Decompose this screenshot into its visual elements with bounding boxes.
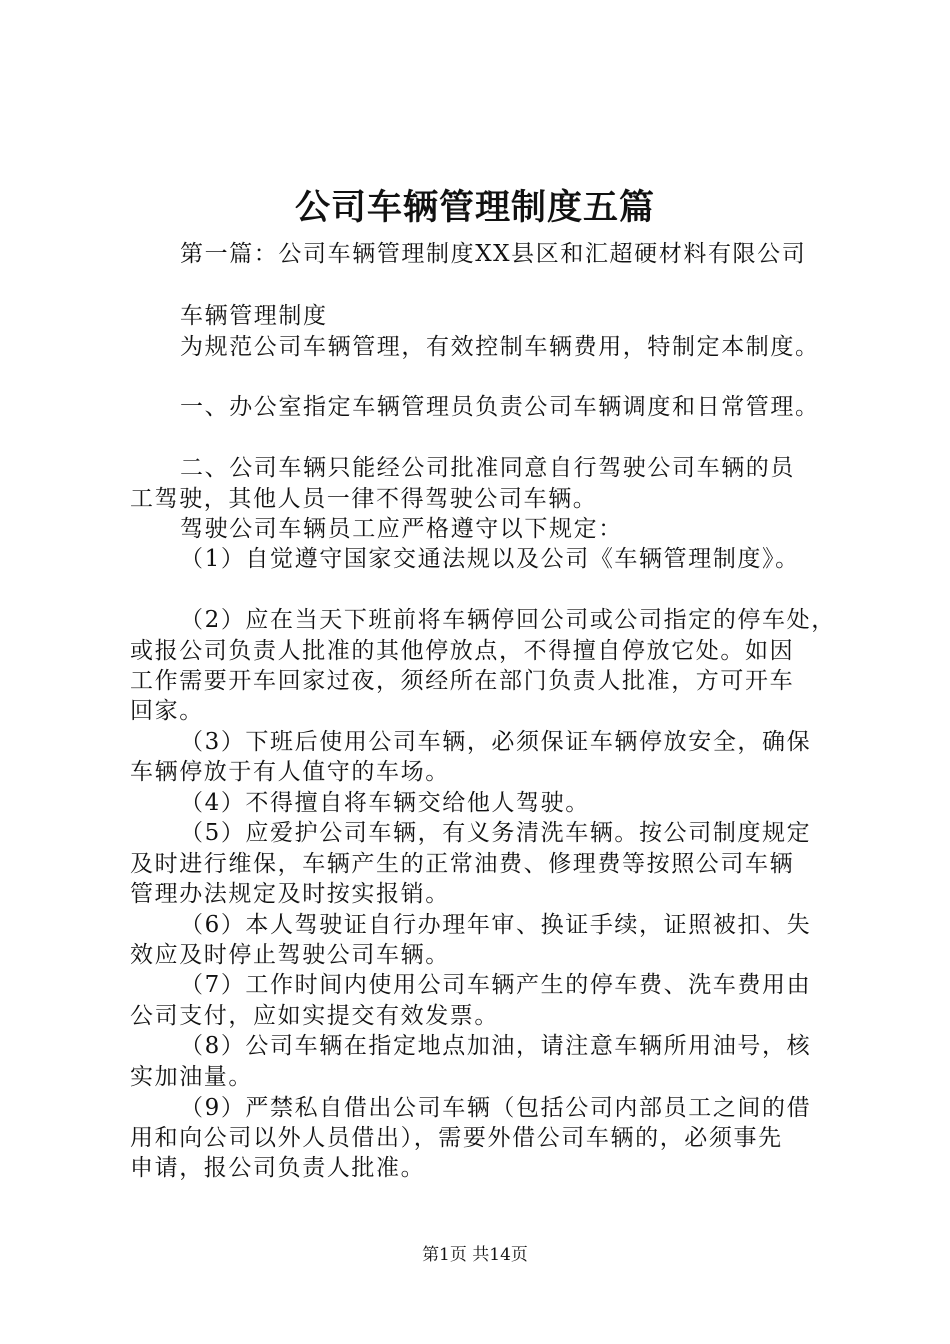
paragraph-line: 驾驶公司车辆员工应严格遵守以下规定： [180,516,623,542]
paragraph-line: 二、公司车辆只能经公司批准同意自行驾驶公司车辆的员 [180,455,795,481]
list-item-continuation: 或报公司负责人批准的其他停放点，不得擅自停放它处。如因 [130,638,795,664]
list-item-continuation: 及时进行维保，车辆产生的正常油费、修理费等按照公司车辆 [130,851,795,877]
paragraph-line: 工驾驶，其他人员一律不得驾驶公司车辆。 [130,486,598,512]
list-item-continuation: 用和向公司以外人员借出），需要外借公司车辆的，必须事先 [130,1125,783,1151]
section-heading: 第一篇：公司车辆管理制度XX县区和汇超硬材料有限公司 [180,241,807,267]
list-item: （3）下班后使用公司车辆，必须保证车辆停放安全，确保 [180,729,812,755]
list-item-continuation: 效应及时停止驾驶公司车辆。 [130,942,450,968]
list-item: （1）自觉遵守国家交通法规以及公司《车辆管理制度》。 [180,546,800,572]
paragraph-line: 为规范公司车辆管理，有效控制车辆费用，特制定本制度。 [180,334,820,360]
list-item: （6）本人驾驶证自行办理年审、换证手续，证照被扣、失 [180,912,812,938]
list-item: （4）不得擅自将车辆交给他人驾驶。 [180,790,590,816]
list-item: （8）公司车辆在指定地点加油，请注意车辆所用油号，核 [180,1033,812,1059]
list-item-continuation: 申请，报公司负责人批准。 [130,1155,426,1181]
list-item: （7）工作时间内使用公司车辆产生的停车费、洗车费用由 [180,972,812,998]
list-item-continuation: 管理办法规定及时按实报销。 [130,881,450,907]
paragraph-line: 一、办公室指定车辆管理员负责公司车辆调度和日常管理。 [180,394,820,420]
list-item-continuation: 工作需要开车回家过夜，须经所在部门负责人批准，方可开车 [130,668,795,694]
list-item: （9）严禁私自借出公司车辆（包括公司内部员工之间的借 [180,1095,812,1121]
page-footer: 第1页 共14页 [422,1245,528,1265]
list-item-continuation: 实加油量。 [130,1064,253,1090]
document-title: 公司车辆管理制度五篇 [294,187,655,228]
list-item-continuation: 公司支付，应如实提交有效发票。 [130,1003,499,1029]
list-item-continuation: 车辆停放于有人值守的车场。 [130,759,450,785]
paragraph-line: 车辆管理制度 [180,303,328,329]
list-item: （2）应在当天下班前将车辆停回公司或公司指定的停车处， [180,607,836,633]
list-item: （5）应爱护公司车辆，有义务清洗车辆。按公司制度规定 [180,820,812,846]
list-item-continuation: 回家。 [130,698,204,724]
